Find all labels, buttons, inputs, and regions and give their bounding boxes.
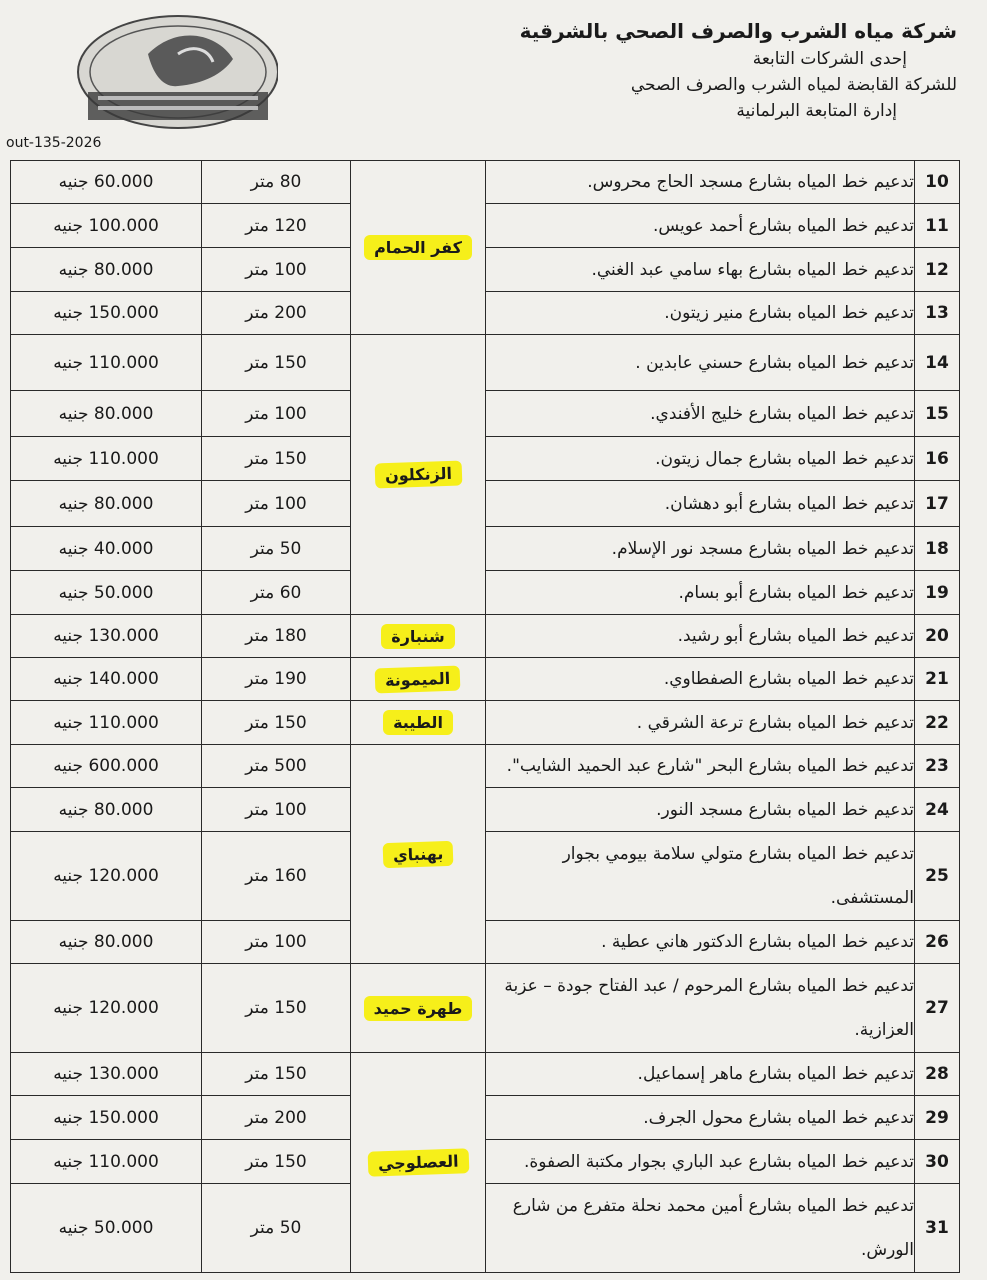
estimated-cost: 150.000 جنيه xyxy=(11,292,202,335)
estimated-cost: 110.000 جنيه xyxy=(11,437,202,481)
table-row xyxy=(11,1140,960,1184)
estimated-cost: 150.000 جنيه xyxy=(11,1096,202,1140)
table-row xyxy=(11,615,960,658)
line-length: 190 متر xyxy=(202,658,351,701)
row-number: 29 xyxy=(915,1096,960,1140)
area-cell xyxy=(351,964,486,1053)
affiliate-line: إحدى الشركات التابعة xyxy=(752,49,907,69)
line-length: 150 متر xyxy=(202,335,351,391)
area-label: طهرة حميد xyxy=(364,996,473,1021)
estimated-cost: 60.000 جنيه xyxy=(11,161,202,204)
area-cell xyxy=(351,745,486,964)
area-label: شنبارة xyxy=(381,624,454,649)
row-number: 15 xyxy=(915,391,960,437)
project-description: تدعيم خط المياه بشارع أبو دهشان. xyxy=(486,481,915,527)
project-description: تدعيم خط المياه بشارع أحمد عويس. xyxy=(486,204,915,248)
line-length: 100 متر xyxy=(202,248,351,292)
project-description: تدعيم خط المياه بشارع الدكتور هاني عطية . xyxy=(486,921,915,964)
table-row xyxy=(11,391,960,437)
table-row xyxy=(11,571,960,615)
document-header xyxy=(0,0,987,162)
project-description: تدعيم خط المياه بشارع ترعة الشرقي . xyxy=(486,701,915,745)
estimated-cost: 50.000 جنيه xyxy=(11,1184,202,1273)
table-row xyxy=(11,248,960,292)
table-row xyxy=(11,1096,960,1140)
row-number: 16 xyxy=(915,437,960,481)
project-description: تدعيم خط المياه بشارع مسجد الحاج محروس. xyxy=(486,161,915,204)
line-length: 100 متر xyxy=(202,921,351,964)
line-length: 500 متر xyxy=(202,745,351,788)
estimated-cost: 130.000 جنيه xyxy=(11,615,202,658)
estimated-cost: 120.000 جنيه xyxy=(11,832,202,921)
row-number: 30 xyxy=(915,1140,960,1184)
table-row xyxy=(11,292,960,335)
table-row xyxy=(11,1184,960,1273)
project-description: تدعيم خط المياه بشارع متولي سلامة بيومي بجوار المستشفى. xyxy=(486,832,915,921)
line-length: 180 متر xyxy=(202,615,351,658)
table-row xyxy=(11,701,960,745)
area-cell xyxy=(351,335,486,615)
estimated-cost: 110.000 جنيه xyxy=(11,1140,202,1184)
line-length: 150 متر xyxy=(202,437,351,481)
row-number: 14 xyxy=(915,335,960,391)
table-row xyxy=(11,964,960,1053)
table-row xyxy=(11,788,960,832)
estimated-cost: 80.000 جنيه xyxy=(11,391,202,437)
project-description: تدعيم خط المياه بشارع أمين محمد نحلة متفرع من شارع الورش. xyxy=(486,1184,915,1273)
row-number: 28 xyxy=(915,1053,960,1096)
row-number: 19 xyxy=(915,571,960,615)
row-number: 22 xyxy=(915,701,960,745)
table-row xyxy=(11,921,960,964)
line-length: 150 متر xyxy=(202,1053,351,1096)
reference-number: out-135-2026 xyxy=(6,135,102,151)
row-number: 31 xyxy=(915,1184,960,1273)
project-description: تدعيم خط المياه بشارع بهاء سامي عبد الغني. xyxy=(486,248,915,292)
project-description: تدعيم خط المياه بشارع محول الجرف. xyxy=(486,1096,915,1140)
estimated-cost: 40.000 جنيه xyxy=(11,527,202,571)
area-label: العصلوجي xyxy=(367,1148,468,1176)
holding-company-line: للشركة القابضة لمياه الشرب والصرف الصحي xyxy=(630,75,957,95)
table-row xyxy=(11,437,960,481)
table-row xyxy=(11,481,960,527)
project-description: تدعيم خط المياه بشارع ماهر إسماعيل. xyxy=(486,1053,915,1096)
area-cell xyxy=(351,701,486,745)
line-length: 100 متر xyxy=(202,391,351,437)
row-number: 25 xyxy=(915,832,960,921)
table-row xyxy=(11,832,960,921)
line-length: 100 متر xyxy=(202,481,351,527)
area-cell xyxy=(351,658,486,701)
row-number: 12 xyxy=(915,248,960,292)
estimated-cost: 110.000 جنيه xyxy=(11,701,202,745)
line-length: 160 متر xyxy=(202,832,351,921)
row-number: 10 xyxy=(915,161,960,204)
table-row xyxy=(11,204,960,248)
company-name: شركة مياه الشرب والصرف الصحي بالشرقية xyxy=(519,19,957,43)
project-description: تدعيم خط المياه بشارع المرحوم / عبد الفتاح جودة – عزبة العزازية. xyxy=(486,964,915,1053)
project-description: تدعيم خط المياه بشارع حسني عابدين . xyxy=(486,335,915,391)
row-number: 18 xyxy=(915,527,960,571)
estimated-cost: 80.000 جنيه xyxy=(11,248,202,292)
area-label: الطيبة xyxy=(383,710,453,735)
table-row xyxy=(11,1053,960,1096)
table-row xyxy=(11,161,960,204)
table-row xyxy=(11,527,960,571)
project-description: تدعيم خط المياه بشارع خليج الأفندي. xyxy=(486,391,915,437)
line-length: 200 متر xyxy=(202,1096,351,1140)
project-description: تدعيم خط المياه بشارع جمال زيتون. xyxy=(486,437,915,481)
row-number: 24 xyxy=(915,788,960,832)
project-description: تدعيم خط المياه بشارع منير زيتون. xyxy=(486,292,915,335)
area-label: بهنباي xyxy=(382,840,453,867)
row-number: 23 xyxy=(915,745,960,788)
project-description: تدعيم خط المياه بشارع الصفطاوي. xyxy=(486,658,915,701)
area-cell xyxy=(351,161,486,335)
line-length: 150 متر xyxy=(202,964,351,1053)
row-number: 20 xyxy=(915,615,960,658)
line-length: 200 متر xyxy=(202,292,351,335)
line-length: 100 متر xyxy=(202,788,351,832)
row-number: 21 xyxy=(915,658,960,701)
project-description: تدعيم خط المياه بشارع أبو بسام. xyxy=(486,571,915,615)
estimated-cost: 80.000 جنيه xyxy=(11,788,202,832)
estimated-cost: 80.000 جنيه xyxy=(11,921,202,964)
area-cell xyxy=(351,615,486,658)
area-label: الزنكلون xyxy=(374,460,462,488)
line-length: 120 متر xyxy=(202,204,351,248)
line-length: 150 متر xyxy=(202,1140,351,1184)
estimated-cost: 80.000 جنيه xyxy=(11,481,202,527)
line-length: 80 متر xyxy=(202,161,351,204)
table-row xyxy=(11,658,960,701)
row-number: 17 xyxy=(915,481,960,527)
department-name: إدارة المتابعة البرلمانية xyxy=(736,101,897,121)
project-description: تدعيم خط المياه بشارع أبو رشيد. xyxy=(486,615,915,658)
estimated-cost: 50.000 جنيه xyxy=(11,571,202,615)
row-number: 27 xyxy=(915,964,960,1053)
project-description: تدعيم خط المياه بشارع مسجد النور. xyxy=(486,788,915,832)
company-logo xyxy=(28,14,278,138)
row-number: 26 xyxy=(915,921,960,964)
estimated-cost: 100.000 جنيه xyxy=(11,204,202,248)
projects-table xyxy=(10,160,960,1273)
table-row xyxy=(11,745,960,788)
table-row xyxy=(11,335,960,391)
estimated-cost: 600.000 جنيه xyxy=(11,745,202,788)
line-length: 150 متر xyxy=(202,701,351,745)
project-description: تدعيم خط المياه بشارع البحر "شارع عبد الحميد الشايب". xyxy=(486,745,915,788)
row-number: 13 xyxy=(915,292,960,335)
line-length: 60 متر xyxy=(202,571,351,615)
area-cell xyxy=(351,1053,486,1273)
project-description: تدعيم خط المياه بشارع مسجد نور الإسلام. xyxy=(486,527,915,571)
line-length: 50 متر xyxy=(202,1184,351,1273)
row-number: 11 xyxy=(915,204,960,248)
area-label: كفر الحمام xyxy=(364,235,472,260)
project-description: تدعيم خط المياه بشارع عبد الباري بجوار مكتبة الصفوة. xyxy=(486,1140,915,1184)
estimated-cost: 140.000 جنيه xyxy=(11,658,202,701)
area-label: الميمونة xyxy=(375,665,461,693)
estimated-cost: 130.000 جنيه xyxy=(11,1053,202,1096)
estimated-cost: 110.000 جنيه xyxy=(11,335,202,391)
line-length: 50 متر xyxy=(202,527,351,571)
estimated-cost: 120.000 جنيه xyxy=(11,964,202,1053)
